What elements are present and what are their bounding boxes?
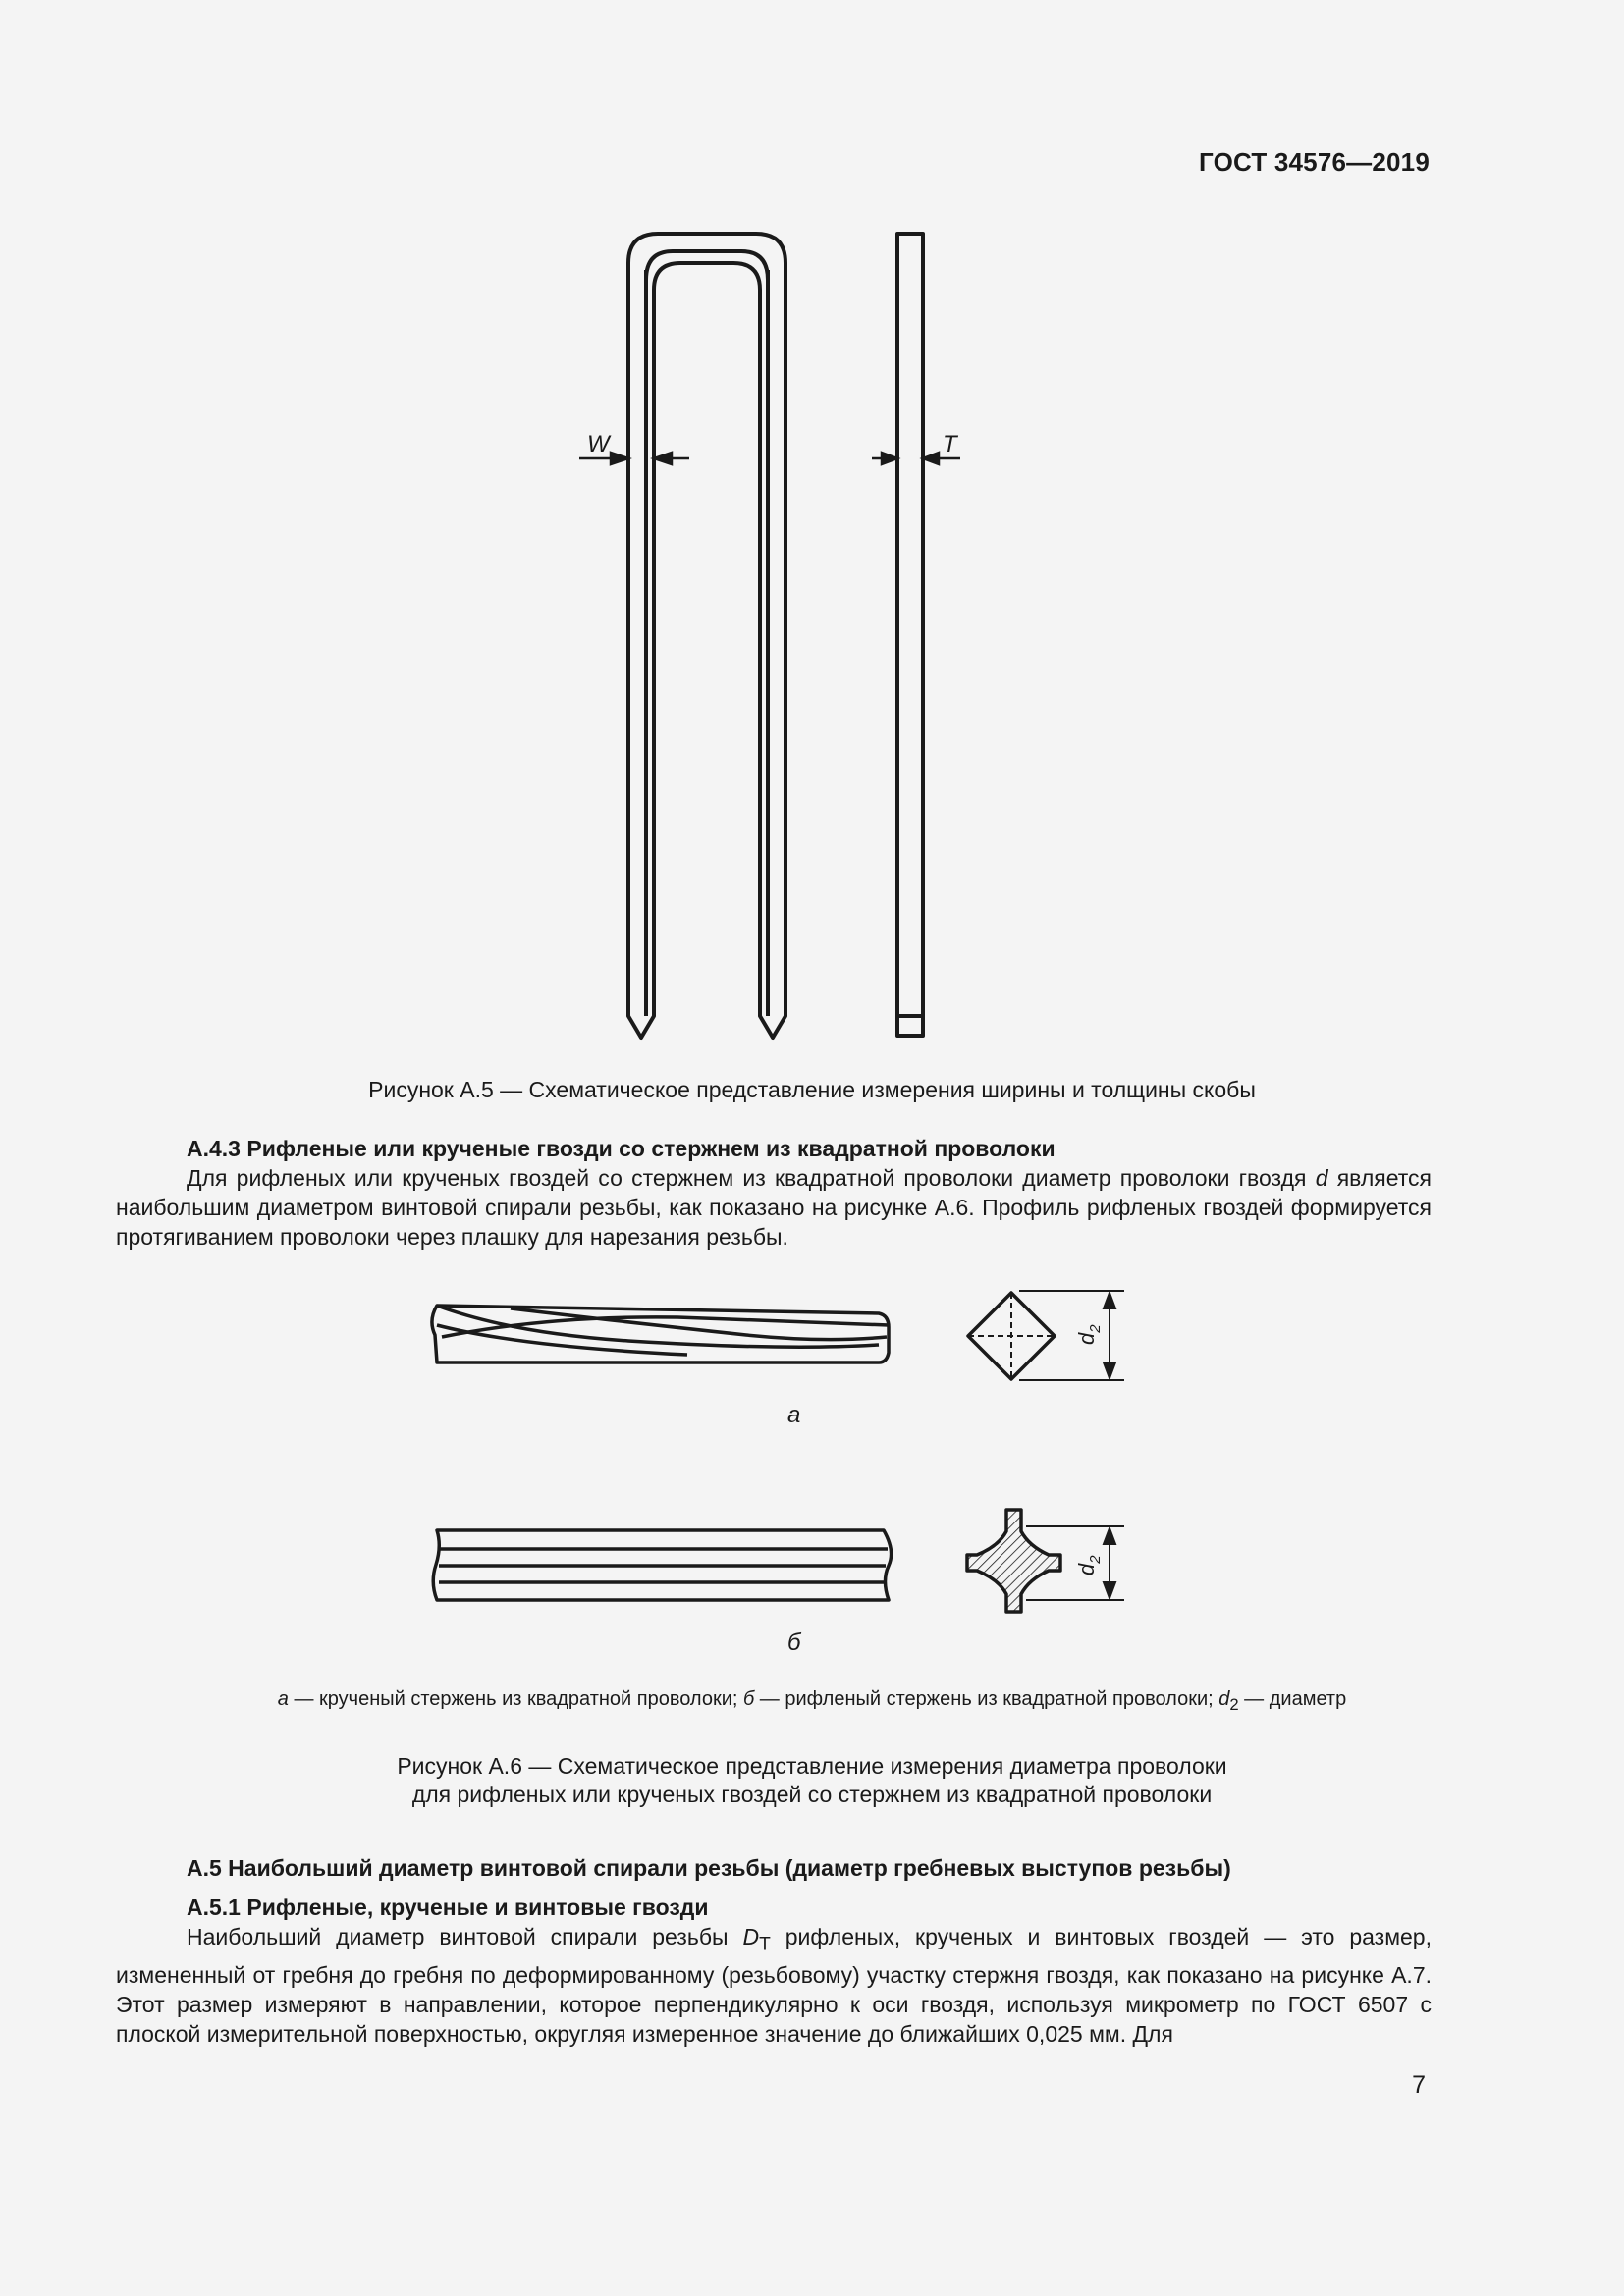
figure-a6b-cross-section xyxy=(952,1507,1139,1620)
legend-key-a: а xyxy=(277,1688,289,1710)
svg-text:d2 xyxy=(1074,1324,1104,1345)
legend-key-d: d xyxy=(1218,1688,1230,1710)
legend-text-b: — рифленый стержень из квадратной проволоки; xyxy=(754,1688,1219,1710)
figure-a6a-square-section xyxy=(952,1276,1139,1394)
section-a5-heading: А.5 Наибольший диаметр винтовой спирали резьбы (диаметр гребневых выступов резьбы) xyxy=(187,1855,1231,1881)
para-text: является наибольшим диаметром винтовой спирали резьбы, как показано на рисунке А.6. Профиль рифленых гвоздей формируется протягиванием проволоки через плашку для нарезания резьбы. xyxy=(116,1165,1432,1250)
section-a43-paragraph xyxy=(116,1163,1432,1252)
figure-a6-caption-line2: для рифленых или крученых гвоздей со стержнем из квадратной проволоки xyxy=(411,1782,1213,1807)
para-text: Наибольший диаметр винтовой спирали резьбы xyxy=(187,1924,743,1949)
section-a51-paragraph xyxy=(116,1922,1432,2049)
page-number: 7 xyxy=(1412,2071,1426,2099)
svg-text:d2 xyxy=(1074,1555,1104,1575)
figure-a6-caption-line1: Рисунок А.6 — Схематическое представление измерения диаметра проволоки xyxy=(397,1753,1227,1779)
figure-a6-sublabel-b: б xyxy=(787,1629,801,1656)
figure-a6-sublabel-a: а xyxy=(787,1402,801,1428)
figure-a5-staple xyxy=(550,221,1001,1045)
section-a51-heading: А.5.1 Рифленые, крученые и винтовые гвозди xyxy=(187,1895,709,1920)
legend-text-a: — крученый стержень из квадратной проволоки; xyxy=(288,1688,743,1710)
para-text: Для рифленых или крученых гвоздей со стержнем из квадратной проволоки диаметр проволоки гвоздя xyxy=(187,1165,1316,1191)
figure-a6-legend xyxy=(0,1688,1624,1715)
dimension-w-label: W xyxy=(587,431,610,457)
var-d: d xyxy=(1315,1165,1328,1191)
dimension-d2-label-a: d xyxy=(1074,1332,1099,1345)
figure-a6b-fluted-shank xyxy=(422,1517,913,1605)
legend-key-b: б xyxy=(742,1688,755,1710)
dimension-d2-sub-a: 2 xyxy=(1087,1324,1104,1333)
legend-text-d: — диаметр xyxy=(1238,1688,1347,1710)
para-text: рифленых, крученых и винтовых гвоздей — это размер, измененный от гребня до гребня по деформированному (резьбовому) участку стержня гвоздя, как показано на рисунке А.7. Этот размер измеряют в направлении, которое перпендикулярно к оси гвоздя, используя микрометр по ГОСТ 6507 с плоской измерительной поверхностью, округляя измеренное значение до ближайших 0,025 мм. Для xyxy=(116,1924,1432,2047)
var-dt-sub: T xyxy=(759,1934,771,1955)
var-dt: D xyxy=(742,1924,760,1949)
dimension-d2-label-b: d xyxy=(1074,1563,1099,1575)
legend-key-d-sub: 2 xyxy=(1229,1695,1239,1714)
dimension-d2-sub-b: 2 xyxy=(1087,1555,1104,1564)
figure-a6a-twisted-shank xyxy=(422,1291,913,1369)
document-id: ГОСТ 34576—2019 xyxy=(1199,147,1430,177)
figure-a5-caption: Рисунок А.5 — Схематическое представление измерения ширины и толщины скобы xyxy=(368,1077,1256,1102)
dimension-t-label: T xyxy=(943,431,957,457)
section-a43-heading: А.4.3 Рифленые или крученые гвозди со стержнем из квадратной проволоки xyxy=(187,1136,1056,1161)
